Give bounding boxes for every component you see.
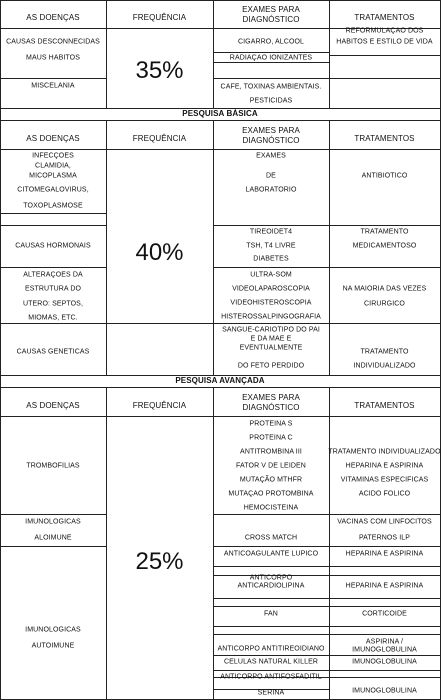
table-border (0, 416, 440, 417)
table-border (213, 387, 214, 700)
exam-homocysteine: HEMOCISTEINA (243, 504, 299, 512)
treatment-paternal-ilp: PATERNOS ILP (358, 534, 411, 542)
exam-prothrombin: MUTAÇAO PROTOMBINA (228, 490, 314, 498)
exam-antiphosphatidyl-line1: ANTICORPO ANTIFOSFADITIL (220, 673, 322, 681)
table-border (213, 575, 440, 576)
cause-thrombophilias: TROMBOFILIAS (26, 462, 80, 470)
table-border (0, 225, 106, 226)
table-border (213, 626, 440, 627)
table-border (329, 120, 330, 375)
cause-autoimmune: AUTOIMUNE (31, 642, 75, 650)
table-border (213, 78, 440, 79)
cause-clamidia: CLAMIDIA, (35, 162, 71, 170)
s2-header-exams-line1: EXAMES PARA (242, 125, 300, 135)
treatment-heparin-aspirin-2: HEPARINA E ASPIRINA (345, 550, 424, 558)
table-border (213, 546, 440, 547)
s1-header-frequency: FREQUÊNCIA (132, 13, 187, 22)
exam-karyotype-line4: DO FETO PERDIDO (237, 362, 305, 370)
table-border (213, 655, 440, 656)
treatment-corticoid: CORTICOIDE (362, 610, 407, 618)
exam-ultrasound: ULTRA-SOM (250, 271, 292, 279)
cause-alloimmune: ALOIMUNE (34, 534, 72, 542)
table-border (0, 149, 440, 150)
s3-header-diseases: AS DOENÇAS (26, 400, 80, 410)
table-border (0, 267, 106, 268)
table-border (0, 514, 106, 515)
cause-uterine-line4: MIOMAS, ETC. (28, 314, 78, 322)
exam-lupus-anticoagulant: ANTICOAGULANTE LUPICO (223, 550, 319, 558)
exam-protein-s: PROTEINA S (249, 420, 293, 428)
exam-anticardiolipin-line1: ANTICORPO (249, 574, 293, 582)
s3-header-exams-line1: EXAMES PARA (242, 392, 300, 402)
cause-uterine-line1: ALTERAÇOES DA (23, 271, 83, 279)
table-border (213, 634, 440, 635)
exam-karyotype-line3: EVENTUALMENTE (239, 344, 303, 352)
s3-header-exams-line2: DIAGNÓSTICO (242, 402, 300, 412)
exam-labs-line2: DE (266, 172, 276, 180)
section-title-advanced: PESQUISA AVANÇADA (175, 376, 265, 385)
exam-antithrombin: ANTITROMBINA III (240, 448, 302, 456)
table-border (213, 120, 214, 375)
exam-diabetes: DIABETES (253, 255, 289, 263)
treatment-thrombo-individual: TRATAMENTO INDIVIDUALIZADO (328, 448, 441, 456)
treatment-vitamins: VITAMINAS ESPECIFICAS (340, 476, 429, 484)
s2-header-exams-line2: DIAGNÓSTICO (242, 135, 300, 145)
table-border (0, 0, 440, 1)
table-border (0, 120, 440, 121)
table-border (213, 225, 440, 226)
table-border (213, 267, 440, 268)
treatment-aspirin-ig-line2: IMUNOGLOBULINA (352, 646, 417, 654)
table-border (0, 213, 106, 214)
cause-toxoplasmose: TOXOPLASMOSE (23, 202, 83, 210)
treatment-ig-2: IMUNOGLOBULINA (352, 687, 417, 695)
exam-mthfr: MUTAÇÃO MTHFR (239, 476, 303, 484)
table-border (0, 546, 106, 547)
table-border (329, 55, 440, 56)
exam-videohysteroscopy: VIDEOHISTEROSCOPIA (230, 299, 312, 307)
cause-unknown: CAUSAS DESCONNECIDAS (6, 38, 100, 46)
s1-header-exams-line2: DIAGNÓSTICO (242, 15, 300, 24)
treatment-medication-line2: MEDICAMENTOSO (352, 242, 417, 250)
treatment-surgical-line2: CIRURGICO (364, 300, 405, 308)
cause-uterine-line3: UTERO: SEPTOS, (22, 300, 84, 308)
table-border (213, 598, 440, 599)
cause-immunological-1: IMUNOLOGICAS (25, 518, 81, 526)
table-border (329, 387, 330, 700)
table-border (213, 514, 440, 515)
table-border (213, 323, 440, 324)
table-border (213, 606, 440, 607)
cause-bad-habits: MAUS HABITOS (26, 54, 80, 62)
exam-hysterosalpingography: HISTEROSSALPINGOGRAFIA (221, 313, 321, 321)
table-border (106, 120, 107, 375)
cause-micoplasma: MICOPLASMA (29, 172, 77, 180)
exam-coffee-toxins: CAFE, TOXINAS AMBIENTAIS. (220, 83, 322, 91)
treatment-individual-line1: TRATAMENTO (360, 348, 409, 356)
table-border (0, 323, 106, 324)
table-border (213, 670, 440, 671)
exam-pesticides: PESTICIDAS (249, 97, 293, 105)
treatment-folic-acid: ACIDO FOLICO (358, 490, 411, 498)
treatment-individual-line2: INDIVIDUALIZADO (353, 362, 416, 370)
table-border (213, 62, 329, 63)
exam-labs-line3: LABORATORIO (245, 186, 297, 194)
exam-antiphosphatidyl-line2: SERINA (257, 689, 285, 697)
s3-header-frequency: FREQUÊNCIA (132, 400, 187, 410)
frequency-35: 35% (135, 57, 184, 84)
exam-nk-cells: CELULAS NATURAL KILLER (223, 658, 319, 666)
frequency-25: 25% (135, 548, 184, 575)
table-border (0, 387, 440, 388)
treatment-reform-line2: HABITOS E ESTILO DE VIDA (336, 38, 433, 46)
s1-header-exams-line1: EXAMES PARA (242, 5, 300, 14)
cause-genetic: CAUSAS GENETICAS (16, 348, 90, 356)
treatment-heparin-aspirin-3: HEPARINA E ASPIRINA (345, 582, 424, 590)
exam-protein-c: PROTEINA C (249, 434, 293, 442)
treatment-lymphocyte-vaccine: VACINAS COM LINFOCITOS (337, 518, 432, 526)
exam-thyroid: TIREOIDET4 (249, 228, 293, 236)
treatment-surgical-line1: NA MAIORIA DAS VEZES (342, 285, 427, 293)
s2-header-treatments: TRATAMENTOS (354, 133, 415, 143)
exam-antithyroid: ANTICORPO ANTITIREOIDIANO (217, 645, 325, 653)
treatment-aspirin-ig-line1: ASPIRINA / (365, 638, 404, 646)
cause-hormonal: CAUSAS HORMONAIS (15, 242, 91, 250)
exam-cigarette-alcohol: CIGARRO, ALCOOL (237, 38, 305, 46)
exam-tsh-t4: TSH, T4 LIVRE (246, 242, 296, 250)
treatment-reform-line1: REFORMULAÇAO DOS (345, 27, 424, 35)
treatment-ig-1: IMUNOGLOBULINA (352, 658, 417, 666)
exam-karyotype-line1: SANGUE-CARIOTIPO DO PAI (222, 326, 320, 334)
table-border (106, 387, 107, 700)
exam-ionizing-radiation: RADIAÇAO IONIZANTES (229, 54, 313, 62)
table-border (0, 78, 106, 79)
exam-labs-line1: EXAMES (256, 152, 286, 160)
treatment-medication-line1: TRATAMENTO (360, 228, 409, 236)
s2-header-diseases: AS DOENÇAS (26, 133, 80, 143)
s2-header-frequency: FREQUÊNCIA (132, 133, 187, 143)
table-border (213, 0, 214, 108)
exam-fan: FAN (264, 610, 278, 618)
table-border (329, 0, 330, 108)
treatment-heparin-aspirin-1: HEPARINA E ASPIRINA (345, 462, 424, 470)
exam-factor-v-leiden: FATOR V DE LEIDEN (236, 462, 306, 470)
section-title-basic: PESQUISA BÁSICA (182, 109, 258, 118)
cause-miscellaneous: MISCELANIA (31, 82, 75, 90)
s1-header-treatments: TRATAMENTOS (354, 13, 415, 22)
s1-header-diseases: AS DOENÇAS (26, 13, 80, 22)
frequency-40: 40% (135, 239, 184, 266)
table-border (0, 0, 1, 700)
cause-citomegalovirus: CITOMEGALOVIRUS, (17, 186, 89, 194)
s3-header-treatments: TRATAMENTOS (354, 400, 415, 410)
exam-videolaparoscopy: VIDEOLAPAROSCOPIA (232, 285, 310, 293)
exam-karyotype-line2: E DA MAE E (250, 335, 292, 343)
exam-cross-match: CROSS MATCH (244, 534, 298, 542)
treatment-antibiotic: ANTIBIOTICO (361, 172, 408, 180)
table-border (213, 566, 440, 567)
cause-immunological-2: IMUNOLOGICAS (25, 626, 81, 634)
table-border (106, 0, 107, 108)
cause-infections: INFECÇOES (32, 152, 74, 160)
table-border (213, 52, 329, 53)
cause-uterine-line2: ESTRUTURA DO (24, 285, 82, 293)
exam-anticardiolipin-line2: ANTICARDIOLIPINA (237, 582, 305, 590)
